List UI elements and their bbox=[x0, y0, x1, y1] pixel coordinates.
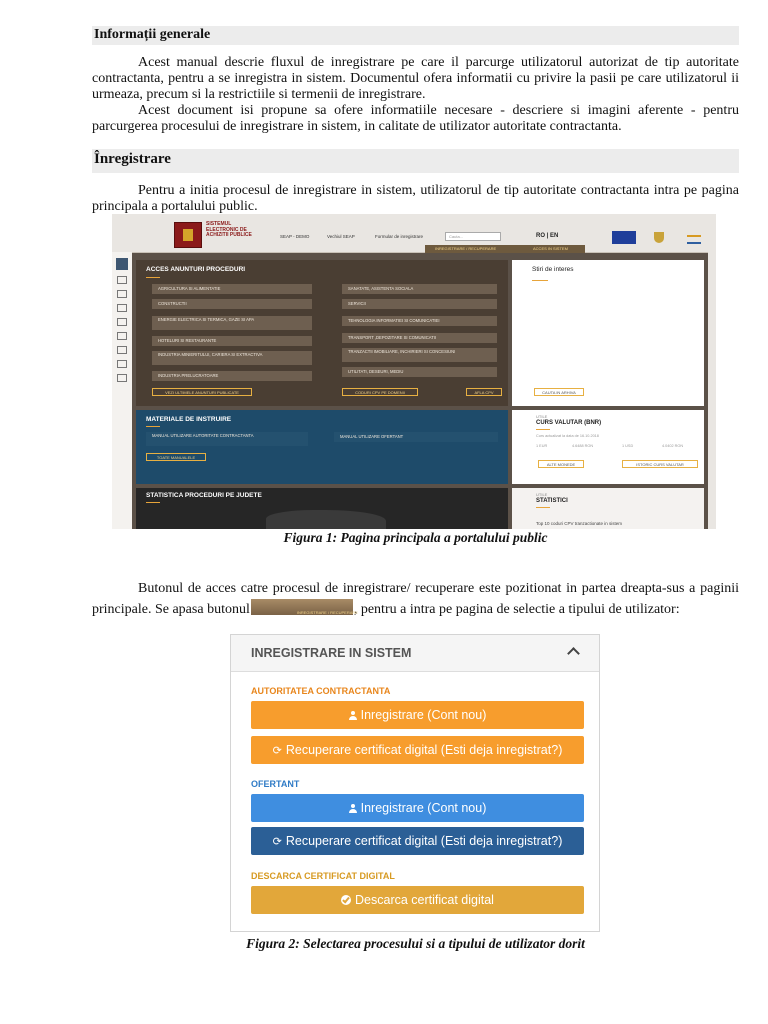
title-underline bbox=[146, 277, 160, 278]
category-item[interactable]: AGRICULTURA SI ALIMENTATIE bbox=[152, 284, 312, 294]
title-underline bbox=[536, 507, 550, 508]
title-underline bbox=[146, 502, 160, 503]
all-manuals-button[interactable]: TOATE MANUALELE bbox=[146, 453, 206, 461]
gear-icon[interactable] bbox=[117, 346, 127, 354]
news-panel bbox=[512, 260, 704, 406]
figure-registration-panel bbox=[230, 634, 600, 932]
document-body bbox=[92, 26, 739, 215]
list-icon[interactable] bbox=[117, 290, 127, 298]
panel-title: INREGISTRARE IN SISTEM bbox=[251, 646, 412, 660]
figure1-caption: Figura 1: Pagina principala a portalului public bbox=[283, 530, 548, 545]
bidder-recover-button[interactable]: ⟳ Recuperare certificat digital (Esti deja inregistrat?) bbox=[251, 827, 584, 855]
title-underline bbox=[532, 280, 548, 281]
romania-crest-icon bbox=[647, 231, 671, 244]
portal-sidebar bbox=[112, 252, 132, 529]
authority-register-button[interactable]: Inregistrare (Cont nou) bbox=[251, 701, 584, 729]
figure2-caption: Figura 2: Selectarea procesului si a tipului de utilizator dorit bbox=[246, 936, 585, 951]
register-recover-button-image: INREGISTRARE / RECUPERARE bbox=[251, 599, 353, 615]
portal-header bbox=[112, 214, 716, 253]
section-label-bidder: OFERTANT bbox=[251, 779, 300, 789]
download-certificate-button[interactable]: Descarca certificat digital bbox=[251, 886, 584, 914]
category-item[interactable]: SERVICII bbox=[342, 299, 497, 309]
manual-link[interactable]: MANUAL UTILIZARE OFERTANT bbox=[334, 432, 498, 442]
archive-button[interactable]: CAUTA IN ARHIVA bbox=[534, 388, 584, 396]
section-heading-registration: Înregistrare bbox=[92, 149, 739, 173]
language-switch[interactable]: RO | EN bbox=[536, 233, 559, 239]
paragraph: Pentru a initia procesul de inregistrare in sistem, utilizatorul de tip autoritate contractanta intra pe pagina principala a portalului public. bbox=[92, 183, 739, 214]
statistics-map-panel bbox=[136, 488, 508, 529]
category-item[interactable]: ENERGIE ELECTRICA SI TERMICA, GAZE SI APA bbox=[152, 316, 312, 330]
currency-history-button[interactable]: ISTORIC CURS VALUTAR bbox=[622, 460, 698, 468]
calendar-icon[interactable] bbox=[117, 360, 127, 368]
seap-logo-icon bbox=[174, 222, 202, 248]
authority-recover-button[interactable]: ⟳ Recuperare certificat digital (Esti deja inregistrat?) bbox=[251, 736, 584, 764]
category-item[interactable]: INDUSTRIA MINIERITULUI, CARIERA SI EXTRACTIVA bbox=[152, 351, 312, 365]
search-input[interactable]: Cauta... bbox=[445, 232, 501, 241]
title-underline bbox=[146, 426, 160, 427]
portal-brand: SISTEMUL ELECTRONIC DE ACHIZITII PUBLICE bbox=[206, 221, 252, 238]
pin-icon[interactable] bbox=[117, 332, 127, 340]
exchange-panel: UTILE CURS VALUTAR (BNR) Curs actualizat la data de 16.10.2018 1 EUR 4.6488 RON 1 USD 4.0402 RON ALTE MONEDE ISTORIC CURS VALUTAR bbox=[512, 410, 704, 484]
latest-notices-button[interactable]: VEZI ULTIMELE ANUNTURI PUBLICATE bbox=[152, 388, 252, 396]
paragraph: Butonul de acces catre procesul de inregistrare/ recuperare este pozitionat in partea dreapta-sus a paginii principale. Se apasa butonul INREGISTRARE / RECUPERARE , pentru a intra pe pagina de selectie a tipului de utilizator: bbox=[92, 581, 739, 617]
eu-flag-icon bbox=[612, 231, 636, 244]
section-label-download: DESCARCA CERTIFICAT DIGITAL bbox=[251, 871, 395, 881]
shield-icon[interactable] bbox=[117, 318, 127, 326]
nav-link[interactable]: Vechiul SEAP bbox=[327, 234, 355, 239]
section-heading-general: Informații generale bbox=[92, 26, 739, 45]
category-item[interactable]: TRANSPORT ,DEPOZITARE SI COMUNICATII bbox=[342, 333, 497, 343]
user-icon bbox=[349, 804, 357, 813]
find-cpv-button[interactable]: AFLA CPV bbox=[466, 388, 502, 396]
refresh-icon: ⟳ bbox=[272, 836, 282, 848]
nav-link[interactable]: SEAP - DEMO bbox=[280, 234, 310, 239]
bidder-register-button[interactable]: Inregistrare (Cont nou) bbox=[251, 794, 584, 822]
statistics-panel: UTILE STATISTICI Top 10 coduri CPV tranzactionate in sistem bbox=[512, 488, 704, 529]
category-item[interactable]: TEHNOLOGIA INFORMATIEI SI COMUNICATIEI bbox=[342, 316, 497, 326]
menu-icon[interactable] bbox=[116, 258, 128, 270]
system-access-link[interactable]: ACCES IN SISTEM bbox=[533, 246, 568, 251]
section-label-authority: AUTORITATEA CONTRACTANTA bbox=[251, 686, 391, 696]
paragraph: Acest manual descrie fluxul de inregistrare pe care il parcurge utilizatorul autorizat de tip autoritate contractanta, pentru a se inregistra in sistem. Documentul ofera informatii cu privire la pasii pe care utilizatorul ii urmeaza, precum si la restrictiile si termenii de inregistrare. bbox=[92, 55, 739, 102]
panel-header bbox=[231, 635, 599, 672]
category-item[interactable]: CONSTRUCTII bbox=[152, 299, 312, 309]
check-circle-icon bbox=[341, 895, 351, 905]
title-underline bbox=[536, 429, 550, 430]
document-icon[interactable] bbox=[117, 276, 127, 284]
chart-icon[interactable] bbox=[117, 304, 127, 312]
statistics-title: STATISTICI bbox=[536, 498, 568, 504]
paragraph: Acest document isi propune sa ofere informatiile necesare - descriere si imagini aferente - pentru parcurgerea procesului de inregistrare in sistem, in calitate de utilizator autoritate contractanta. bbox=[92, 103, 739, 134]
agency-logo-icon bbox=[682, 231, 706, 244]
user-icon bbox=[349, 711, 357, 720]
nav-link[interactable]: Formular de inregistrare bbox=[375, 234, 424, 239]
scrollbar[interactable] bbox=[708, 252, 716, 529]
top-action-bar bbox=[425, 245, 585, 253]
category-item[interactable]: UTILITATI, DESEURI, MEDIU bbox=[342, 367, 497, 377]
training-panel bbox=[136, 410, 508, 484]
figure-portal-homepage bbox=[112, 214, 716, 529]
county-map[interactable] bbox=[266, 510, 386, 529]
panel-title: MATERIALE DE INSTRUIRE bbox=[146, 416, 232, 423]
category-item[interactable]: INDUSTRIA PRELUCRATOARE bbox=[152, 371, 312, 381]
refresh-icon: ⟳ bbox=[272, 745, 282, 757]
news-title: Stiri de interes bbox=[532, 266, 574, 273]
procedures-panel bbox=[136, 260, 508, 406]
exchange-title: CURS VALUTAR (BNR) bbox=[536, 420, 602, 426]
chevron-up-icon[interactable] bbox=[567, 647, 580, 660]
cpv-codes-button[interactable]: CODURI CPV PE DOMENII bbox=[342, 388, 418, 396]
category-item[interactable]: SANATATE, ASISTENTA SOCIALA bbox=[342, 284, 497, 294]
register-recover-link[interactable]: INREGISTRARE / RECUPERARE bbox=[435, 246, 497, 251]
panel-title: STATISTICA PROCEDURI PE JUDETE bbox=[146, 492, 262, 499]
other-currencies-button[interactable]: ALTE MONEDE bbox=[538, 460, 584, 468]
panel-title: ACCES ANUNTURI PROCEDURI bbox=[146, 266, 246, 273]
category-item[interactable]: HOTELURI SI RESTAURANTE bbox=[152, 336, 312, 346]
category-item[interactable]: TRANZACTII IMOBILIARE, INCHIRIERI SI CONCESIUNI bbox=[342, 348, 497, 362]
chat-icon[interactable] bbox=[117, 374, 127, 382]
manual-link[interactable]: MANUAL UTILIZARE AUTORITATE CONTRACTANTA bbox=[146, 432, 308, 446]
